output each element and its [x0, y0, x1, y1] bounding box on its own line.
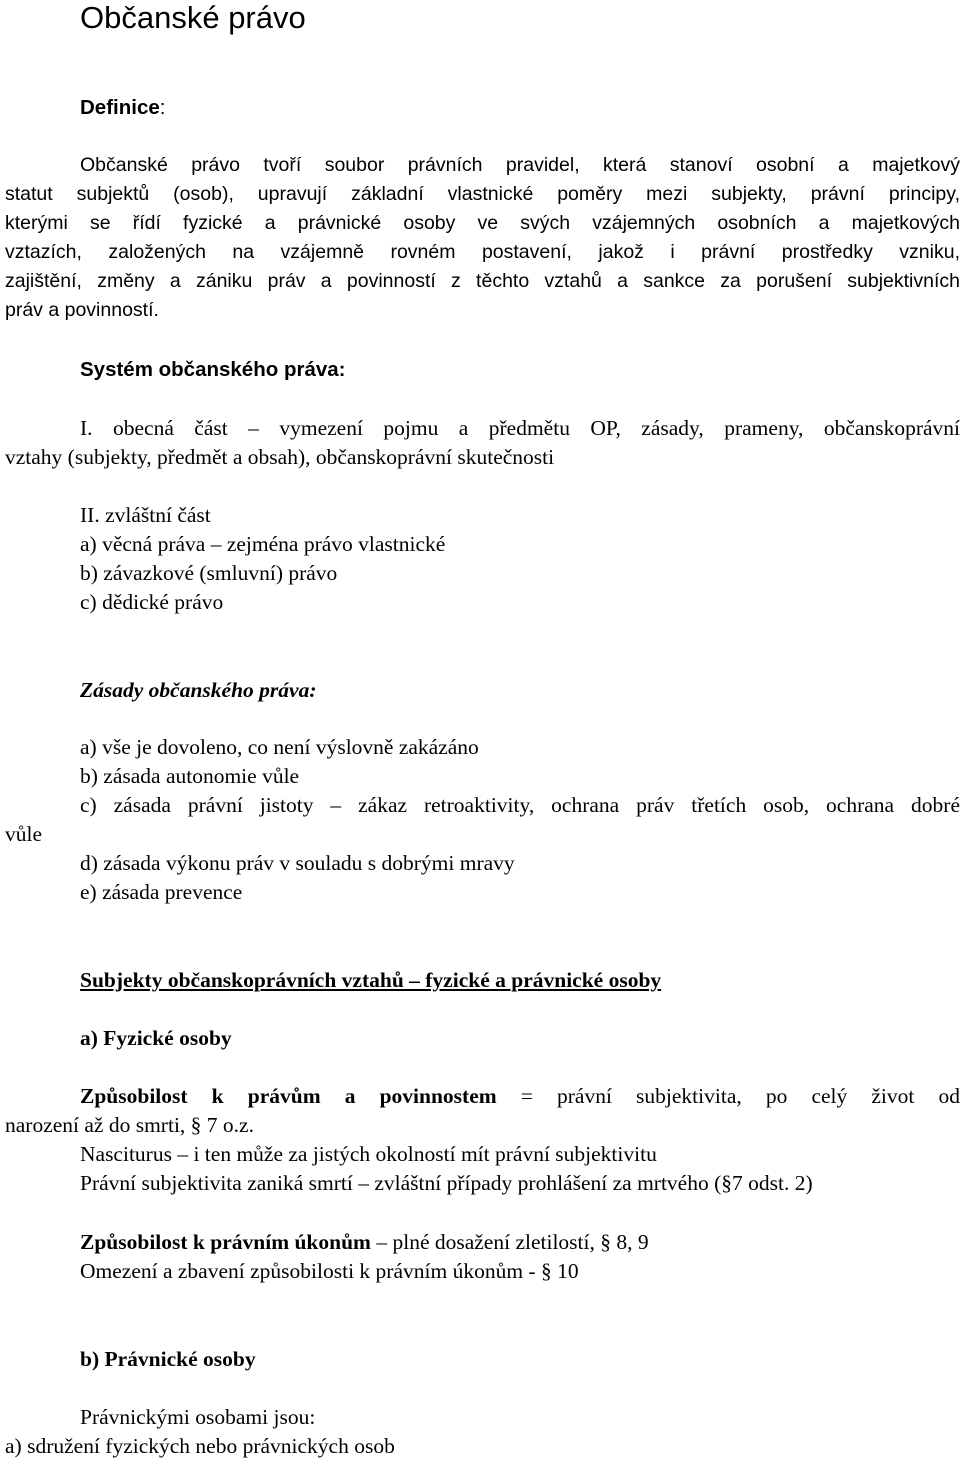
- definice-line-2: statut subjektů (osob), upravují základní vlastnické poměry mezi subjekty, právní principy,: [5, 183, 960, 205]
- system-heading: Systém občanského práva:: [80, 358, 346, 381]
- system-zvlastni-item-c: c) dědické právo: [80, 590, 224, 614]
- system-obecna-line-2: vztahy (subjekty, předmět a obsah), občanskoprávní skutečnosti: [5, 445, 555, 469]
- page-title: Občanské právo: [80, 0, 306, 35]
- system-obecna-line-1: I. obecná část – vymezení pojmu a předmětu OP, zásady, prameny, občanskoprávní: [80, 416, 960, 440]
- zasady-heading: Zásady občanského práva:: [80, 678, 317, 702]
- fyzicke-zpusobilost-k-ukonum: [80, 1232, 649, 1254]
- system-zvlastni-title: II. zvláštní část: [80, 503, 211, 527]
- zpusobilost-k-ukonum-definition: – plné dosažení zletilostí, § 8, 9: [370, 1230, 649, 1254]
- fyzicke-omezeni-zpusobilosti: Omezení a zbavení způsobilosti k právním úkonům - § 10: [80, 1259, 579, 1283]
- fyzicke-zpusobilost-k-pravum: [80, 1086, 960, 1108]
- fyzicke-zanik-subjektivity: Právní subjektivita zaniká smrtí – zvláštní případy prohlášení za mrtvého (§7 odst. 2): [80, 1171, 813, 1195]
- zpusobilost-k-pravum-definition: = právní subjektivita, po celý život od: [496, 1084, 960, 1108]
- system-zvlastni-item-b: b) závazkové (smluvní) právo: [80, 561, 338, 585]
- zasady-item-b: b) zásada autonomie vůle: [80, 764, 300, 788]
- zasady-item-c-continuation: vůle: [5, 822, 43, 846]
- pravnicke-intro: Právnickými osobami jsou:: [80, 1405, 316, 1429]
- pravnicke-item-a: a) sdružení fyzických nebo právnických osob: [5, 1434, 395, 1458]
- definice-line-4: vztazích, založených na vzájemně rovném postavení, jakož i právní prostředky vzniku,: [5, 241, 960, 263]
- definice-heading: [80, 98, 165, 119]
- zpusobilost-k-ukonum-term: Způsobilost k právním úkonům: [80, 1230, 371, 1254]
- fyzicke-osoby-heading: a) Fyzické osoby: [80, 1026, 232, 1050]
- definice-line-6: práv a povinností.: [5, 299, 159, 321]
- pravnicke-osoby-heading: b) Právnické osoby: [80, 1347, 256, 1371]
- definice-line-1: Občanské právo tvoří soubor právních pravidel, která stanoví osobní a majetkový: [80, 154, 960, 176]
- definice-line-5: zajištění, změny a zániku práv a povinností z těchto vztahů a sankce za porušení subjektivních: [5, 270, 960, 292]
- system-zvlastni-item-a: a) věcná práva – zejména právo vlastnické: [80, 532, 446, 556]
- fyzicke-zpusobilost-k-pravum-line-2: narození až do smrti, § 7 o.z.: [5, 1113, 254, 1137]
- zpusobilost-k-pravum-term: Způsobilost k právům a povinnostem: [80, 1084, 497, 1108]
- zasady-item-a: a) vše je dovoleno, co není výslovně zakázáno: [80, 735, 479, 759]
- fyzicke-nasciturus: Nasciturus – i ten může za jistých okolností mít právní subjektivitu: [80, 1142, 657, 1166]
- definice-heading-label: Definice: [80, 96, 160, 119]
- definice-line-3: kterými se řídí fyzické a právnické osoby ve svých vzájemných osobních a majetkových: [5, 212, 960, 234]
- zasady-item-e: e) zásada prevence: [80, 880, 243, 904]
- zasady-item-c: c) zásada právní jistoty – zákaz retroaktivity, ochrana práv třetích osob, ochrana dobré: [80, 793, 960, 817]
- subjekty-heading: Subjekty občanskoprávních vztahů – fyzické a právnické osoby: [80, 968, 662, 992]
- zasady-item-d: d) zásada výkonu práv v souladu s dobrými mravy: [80, 851, 515, 875]
- definice-heading-colon: :: [159, 96, 166, 119]
